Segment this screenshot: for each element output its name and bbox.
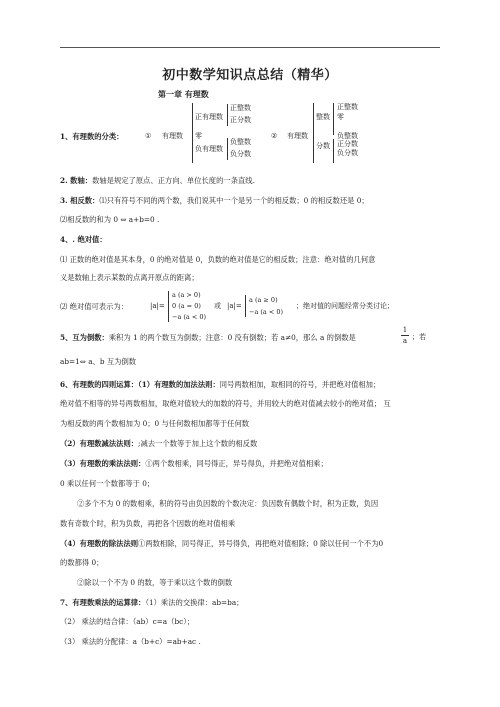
section-7 (60, 598, 243, 608)
method-1-positive-fraction: 正分数 (230, 116, 251, 124)
subtraction-rule-label: （2）有理数减法法则： (60, 439, 139, 448)
division-rule-label: （4）有理数的除法法则 (60, 539, 139, 548)
method-2-positive-fraction: 正分数 (337, 140, 358, 148)
method-2-zero: 零 (337, 113, 344, 121)
method-2-fraction-brace (333, 139, 334, 163)
section-6 (60, 380, 380, 390)
section-3-label: 3. 相反数： (60, 196, 100, 205)
division-rule-text: ①两数相除，同号得正，异号得负，再把绝对值相除；0 除以任何一个不为0 (138, 539, 384, 548)
abs-case-negative-2: −a (a < 0) (249, 308, 284, 316)
reciprocal-numerator: 1 (402, 326, 408, 334)
method-1-root: 有理数 (162, 132, 183, 140)
header-rule (60, 47, 440, 48)
fraction-bar (401, 335, 409, 336)
reciprocal-fraction (401, 326, 409, 345)
page-title: 初中数学知识点总结（精华） (162, 68, 338, 83)
subtraction-rule-text: ;减去一个数等于加上这个数的相反数 (138, 439, 258, 448)
section-3-text: ⑴只有符号不同的两个数，我们说其中一个是另一个的相反数；0 的相反数还是 0； (99, 196, 369, 205)
section-1-heading: 1、有理数的分类： (60, 132, 124, 141)
method-1-positive-integer: 正整数 (230, 104, 251, 112)
method-1-negative-fraction: 负分数 (230, 150, 251, 158)
method-1-negative-rational: 负有理数 (195, 145, 223, 153)
method-2-integer: 整数 (316, 113, 330, 121)
method-1-zero: 零 (195, 132, 202, 140)
multiplication-rule-text: ①两个数相乘，同号得正，异号得负，并把绝对值相乘； (145, 459, 328, 468)
multiplication-rule-label: （3）有理数的乘法法则： (60, 459, 146, 468)
multiplication-rule-line-3: ②多个不为 0 的数相乘，积的符号由负因数的个数决定：负因数有偶数个时，积为正数，负因 (77, 499, 379, 508)
abs-case-zero: 0 (a = 0) (172, 302, 201, 310)
section-6-line-2: 绝对值不相等的异号两数相加，取绝对值较大的加数的符号，并用较大的绝对值减去较小的绝对值； 互 (60, 399, 391, 408)
method-1-marker: ① (145, 132, 152, 140)
abs-value-expr-1: |a|= (150, 302, 165, 310)
method-1-positive-rational: 正有理数 (195, 113, 223, 121)
division-rule (60, 539, 383, 549)
multiplication-rule (60, 459, 328, 469)
section-4-line-2: 义是数轴上表示某数的点离开原点的距离； (60, 273, 199, 282)
abs-value-expr-2: |a|= (227, 302, 242, 310)
division-rule-line-2: 的数都得 0； (60, 558, 104, 567)
section-5-text: 乘积为 1 的两个数互为倒数；注意：0 没有倒数；若 a≠0，那么 a 的倒数是 (108, 333, 356, 342)
subtraction-rule (60, 439, 257, 449)
addition-rule-label: （1）有理数的加法法则： (138, 380, 220, 389)
division-rule-line-3: ②除以一个不为 0 的数，等于乘以这个数的倒数 (77, 578, 233, 587)
section-5 (60, 333, 356, 343)
section-5-suffix: ；若 (412, 333, 426, 341)
method-2-negative-fraction: 负分数 (337, 149, 358, 157)
section-3 (60, 196, 369, 206)
distributive-law: （3） 乘法的分配律：a（b+c）=ab+ac . (60, 637, 201, 646)
section-6-label: 6、有理数的四则运算： (60, 380, 139, 389)
commutative-law: （1）乘法的交换律：ab=ba； (145, 598, 244, 607)
section-4-label: 4、. 绝对值： (60, 235, 107, 244)
abs-case-negative: −a (a < 0) (172, 313, 207, 321)
method-2-fraction: 分数 (316, 142, 330, 150)
method-1-negative-integer: 负整数 (230, 138, 251, 146)
section-5-label: 5、互为倒数： (60, 333, 109, 342)
chapter-heading: 第一章 有理数 (158, 89, 209, 99)
section-2-label: 2. 数轴： (60, 176, 93, 185)
section-4-formula-note: ；绝对值的问题经常分类讨论； (296, 302, 394, 310)
multiplication-rule-line-2: 0 乘以任何一个数都等于 0； (60, 479, 155, 488)
section-3-line-2: ⑵相反数的和为 0 ⇔ a+b=0 . (60, 215, 160, 224)
addition-rule-text: 同号两数相加，取相同的符号，并把绝对值相加； (219, 380, 381, 389)
section-2-text: 数轴是规定了原点、正方向、单位长度的一条直线. (92, 176, 255, 185)
abs-case-nonnegative: a (a ≥ 0) (249, 296, 278, 304)
section-2 (60, 176, 255, 186)
method-2-positive-integer: 正整数 (337, 103, 358, 111)
multiplication-rule-line-4: 数有奇数个时，积为负数，再把各个因数的绝对值相乘 (60, 519, 236, 528)
abs-cases-brace-2 (245, 295, 246, 317)
abs-cases-brace-1 (168, 291, 169, 322)
section-4-line-1: ⑴ 正数的绝对值是其本身，0 的绝对值是 0，负数的绝对值是它的相反数；注意：绝对值的几何意 (60, 255, 376, 264)
section-6-line-3: 为相反数的两个数相加为 0；0 与任何数相加都等于任何数 (60, 419, 250, 428)
method-1-brace (192, 103, 193, 163)
abs-or: 或 (214, 302, 221, 310)
section-4-formula-intro: ⑵ 绝对值可表示为： (60, 302, 128, 311)
method-2-marker: ② (271, 132, 278, 140)
abs-case-positive: a (a > 0) (172, 291, 201, 299)
method-2-brace (313, 103, 314, 163)
associative-law: （2） 乘法的结合律：（ab）c=a（bc）； (60, 617, 195, 626)
method-2-integer-brace (333, 103, 334, 135)
method-1-positive-brace (227, 104, 228, 126)
section-5-line-2: ab=1⇔ a、b 互为倒数 (60, 357, 137, 366)
method-2-negative-integer: 负整数 (337, 132, 358, 140)
section-7-label: 7、有理数乘法的运算律： (60, 598, 146, 607)
method-2-root: 有理数 (287, 132, 308, 140)
method-1-negative-brace (227, 138, 228, 160)
reciprocal-denominator: a (402, 337, 408, 345)
